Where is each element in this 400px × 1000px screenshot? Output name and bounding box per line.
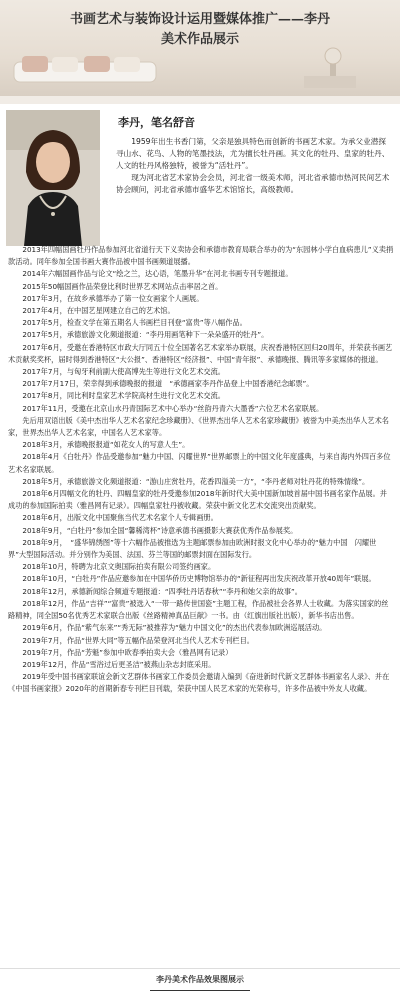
timeline-item: 2017年8月，同比利时皇家艺术学院高材生进行文化艺术交流。 <box>22 391 225 401</box>
profile-section <box>0 104 400 254</box>
timeline-item: 2017年3月，在故乡承德举办了第一位女画家个人画展。 <box>22 293 204 303</box>
timeline-item: 2018年4月《白牡丹》作品受邀参加“魅力中国、闪耀世界”世界邮票上的中国文化年度盛典，与来自海内外四百多位艺术名家联展。 <box>8 452 391 474</box>
bio-paragraph: 1959年出生书香门第，父亲是独具特色而创新的书画艺术家。为承父业潜探寻山水、花鸟、人物的笔墨技法，尤为擅长牡丹画。其文化的牡丹、皇家的牡丹、人文的牡丹风格独特，被誉为“活牡丹”。 <box>116 137 390 170</box>
decor-illustration <box>300 46 360 90</box>
timeline-item: 2015年50幅国画作品荣登比利时世界艺术网站点击率居之首。 <box>22 281 223 291</box>
timeline-item: 2018年10月，特聘为北京文奥国际拍卖有限公司签约画家。 <box>22 562 216 572</box>
artist-bio <box>116 136 392 196</box>
footer-underline <box>150 990 250 991</box>
timeline-item: 2014年六幅国画作品与论文“绘之兰，达心语，笔墨升华”在河北书画专刊专题报道。 <box>22 269 293 279</box>
timeline-item: 2018年5月，承德旅游文化频道报道：“游山庄赏牡丹，花香四溢美一方”，“李丹老师对牡丹花的特殊情缘”。 <box>22 476 370 486</box>
timeline-item: 2018年10月，“白牡丹”作品应邀参加在中国华侨历史博物馆举办的“新征程再出发庆祝改革开放40周年”联展。 <box>22 574 376 584</box>
timeline-item: 2017年5月，检查文学在第五期名人书画栏目刊登“富贵”等八幅作品。 <box>22 318 247 328</box>
timeline-item: 2017年7月17日，荣幸得到承德晚报的报道 “承德画家李丹作品登上中国香港纪念邮票”。 <box>22 379 314 389</box>
sofa-illustration <box>10 52 160 86</box>
timeline-item: 2017年5月，承德旅游文化频道报道：“李丹用画笔种下一朵朵盛开的牡丹”。 <box>22 330 269 340</box>
timeline-item: 2017年6月，受邀在香港特区市政大厅同五十位全国著名艺术家举办联展，庆祝香港特区回归20周年，并荣获书画艺术贡献奖奖杯，届时得到香港特区“大公报”、香港特区“经济报”、中国“青年报”、承德晚报、腾讯等多家媒体的报道。 <box>8 342 393 364</box>
timeline-item: 2018年3月，承德晚报报道“如花女人的写意人生”。 <box>22 440 190 450</box>
timeline-item: 2019年6月，作品“紫气东来”“秀无际”被推荐为“魅力中国文化”的杰出代表参加欧洲巡展活动。 <box>22 623 327 633</box>
timeline-item: 2018年12月，作品“吉祥”“富贵”被选入“一带一路传世国瓷”主题工程，作品被社会各界人士收藏。为落实国家的丝路精神，同全国50名优秀艺术家联合出版《丝路精神真品巨献》一书。由（红旗出版社出版），新华书店出售。 <box>8 598 389 621</box>
timeline <box>8 244 394 696</box>
artist-photo <box>6 110 100 246</box>
title-line-1: 书画艺术与装饰设计运用暨媒体推广——李丹 <box>69 12 330 27</box>
timeline-item: 2017年11月，受邀在北京山水丹青国际艺术中心举办“丝韵丹青六大墨香”六位艺术名家联展。 <box>22 403 324 413</box>
header-banner <box>0 0 400 96</box>
timeline-item: 2018年9月， “盛华锦绣图”等十六幅作品被推选为主题邮票参加由欧洲时报文化中心举办的“魅力中国 闪耀世界”大型国际活动。并分别作为美国、法国、芬兰等国的邮票封面在国际发行。 <box>8 537 377 560</box>
timeline-item: 2017年7月，与匈牙利前副大使高博先生等进行文化艺术交流。 <box>22 367 225 377</box>
timeline-item: 2018年6月四幅文化的牡丹、四幅皇家的牡丹受邀参加2018年新时代大美中国新加坡首届中国书画名家作品展。并成功的参加国际拍卖（雅昌网有记录）。四幅皇家牡丹被收藏。荣获中新文化艺术交流突出贡献奖。 <box>8 489 387 511</box>
timeline-item: 2019年受中国书画家联谊会新文艺群体书画家工作委员会邀请入编到《奋进新时代新文艺群体书画家名人录》、并在《中国书画家报》2020年的首期新春专刊栏目刊载，荣获中国人民艺术家的光荣称号，许多作品被中外友人收藏。 <box>8 672 390 694</box>
timeline-item: 2019年7月，作品“芳魁”参加中欧春季拍卖大会（雅昌网有记录） <box>22 647 233 657</box>
timeline-item: 2013年四幅国画牡丹作品参加河北省道行天下义卖协会和承德市教育局联合举办的为“东园林小学白血病患儿”义卖捐款活动。同年参加全国书画大赛作品被中国书画频道展播。 <box>8 245 394 267</box>
timeline-item: 2019年12月，作品“雪浴过后更圣洁”被燕山杂志封底采用。 <box>22 659 216 669</box>
footer-caption: 李丹美术作品效果图展示 <box>156 974 244 984</box>
timeline-item: 2019年7月，作品“世界大同”等五幅作品荣登河北当代人艺术专刊栏目。 <box>22 635 254 645</box>
timeline-item: 2018年9月，“白牡丹”参加全国“馨稀湾杯”诗意承德书画摄影大赛获优秀作品参展奖。 <box>22 525 298 535</box>
bio-paragraph: 现为河北省艺术家协会会员，河北省一级美术师，河北省承德市热河民间艺术协会顾问，河北省承德市盛华艺术馆馆长，高级教师。 <box>116 173 390 194</box>
timeline-item: 2018年6月，出版文化中国聚焦当代艺术名家个人专辑画册。 <box>22 513 218 523</box>
artist-name: 李丹，笔名舒音 <box>118 116 195 129</box>
timeline-item: 先后用双语出版《美中杰出华人艺术名家纪念珍藏册》、《世界杰出华人艺术名家珍藏册》被誉为中美杰出华人艺术名家，世界杰出华人艺术名家，中国名人艺术家等。 <box>8 415 389 438</box>
timeline-item: 2017年4月，在中国艺星网建立自己的艺术馆。 <box>22 306 175 316</box>
title-line-2: 美术作品展示 <box>160 32 239 47</box>
footer-divider <box>0 968 400 969</box>
page-title <box>0 10 400 50</box>
divider <box>0 96 400 104</box>
timeline-item: 2018年12月，承德新闻综合频道专题报道：“四季牡丹话春秋”“李丹和她父亲的故事”。 <box>22 586 302 596</box>
